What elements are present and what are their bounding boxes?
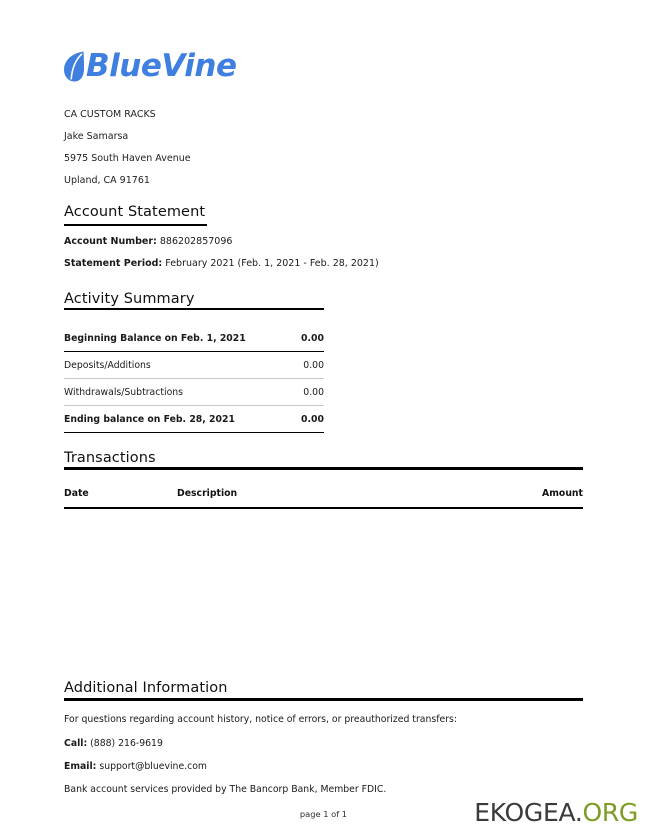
table-row bbox=[64, 325, 324, 351]
column-header-date: Date bbox=[64, 488, 89, 499]
recipient-city-state-zip: Upland, CA 91761 bbox=[64, 175, 150, 186]
contact-email-line bbox=[64, 761, 207, 772]
account-number-value: 886202857096 bbox=[159, 236, 233, 247]
account-statement-rule bbox=[64, 224, 207, 226]
transactions-heading: Transactions bbox=[64, 450, 156, 466]
email-label: Email: bbox=[64, 761, 97, 772]
summary-row-label: Ending balance on Feb. 28, 2021 bbox=[64, 413, 235, 425]
additional-information-heading: Additional Information bbox=[64, 680, 228, 696]
account-number-line bbox=[64, 236, 232, 247]
bank-disclosure: Bank account services provided by The Bancorp Bank, Member FDIC. bbox=[64, 784, 387, 795]
recipient-street: 5975 South Haven Avenue bbox=[64, 153, 191, 164]
statement-period-value: February 2021 (Feb. 1, 2021 - Feb. 28, 2021) bbox=[165, 258, 379, 269]
summary-row-value: 0.00 bbox=[303, 386, 324, 398]
summary-row-label: Beginning Balance on Feb. 1, 2021 bbox=[64, 332, 246, 344]
table-row bbox=[64, 406, 324, 432]
ekogea-watermark bbox=[474, 798, 638, 827]
additional-information-rule bbox=[64, 698, 583, 701]
additional-info-intro: For questions regarding account history, notice of errors, or preauthorized transfers: bbox=[64, 714, 457, 725]
bluevine-logo bbox=[63, 50, 237, 83]
brand-name: BlueVine bbox=[86, 48, 237, 84]
column-header-description: Description bbox=[177, 488, 238, 499]
column-header-amount: Amount bbox=[542, 488, 583, 499]
transactions-header-separator bbox=[64, 507, 583, 509]
watermark-text-dark: EKOGEA. bbox=[474, 798, 583, 827]
statement-period-line bbox=[64, 258, 379, 269]
recipient-company: CA CUSTOM RACKS bbox=[64, 109, 156, 120]
summary-row-label: Withdrawals/Subtractions bbox=[64, 386, 184, 398]
summary-row-value: 0.00 bbox=[301, 413, 324, 425]
statement-period-label: Statement Period: bbox=[64, 258, 163, 269]
transactions-rows-empty-area bbox=[64, 512, 583, 662]
call-label: Call: bbox=[64, 738, 88, 749]
account-number-label: Account Number: bbox=[64, 236, 157, 247]
recipient-address bbox=[64, 104, 484, 192]
summary-row-value: 0.00 bbox=[303, 359, 324, 371]
transactions-rule bbox=[64, 467, 583, 470]
row-separator bbox=[64, 432, 324, 433]
watermark-text-green: ORG bbox=[582, 798, 638, 827]
email-value: support@bluevine.com bbox=[99, 761, 207, 772]
activity-summary-rule bbox=[64, 308, 324, 310]
activity-summary-heading: Activity Summary bbox=[64, 291, 195, 307]
recipient-name: Jake Samarsa bbox=[64, 131, 129, 142]
contact-phone-line bbox=[64, 738, 163, 749]
call-value: (888) 216-9619 bbox=[90, 738, 163, 749]
account-statement-heading: Account Statement bbox=[64, 204, 206, 220]
summary-row-label: Deposits/Additions bbox=[64, 359, 151, 371]
summary-row-value: 0.00 bbox=[301, 332, 324, 344]
leaf-icon bbox=[63, 50, 85, 83]
table-row bbox=[64, 379, 324, 405]
table-row bbox=[64, 352, 324, 378]
transactions-column-headers bbox=[64, 488, 583, 505]
page-number: page 1 of 1 bbox=[299, 809, 348, 819]
activity-summary-table bbox=[64, 325, 324, 433]
